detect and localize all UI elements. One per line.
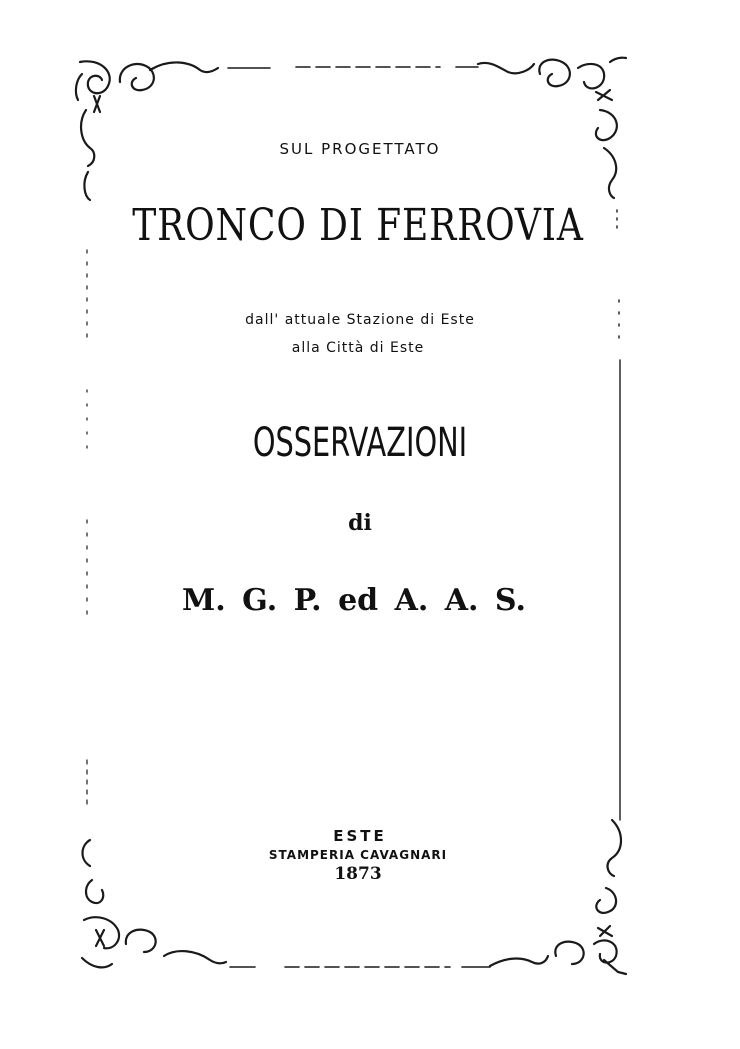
route-line-2: alla Città di Este [291, 340, 425, 356]
imprint-year: 1873 [334, 864, 382, 884]
imprint-place: ESTE [333, 827, 387, 845]
by-line: di [348, 510, 372, 536]
subheading: SUL PROGETTATO [279, 140, 441, 158]
route-line-1: dall' attuale Stazione di Este [245, 312, 475, 328]
corner-flourish-icon [76, 61, 218, 200]
top-rule [228, 67, 478, 68]
authors: M. G. P. ed A. A. S. [182, 583, 526, 618]
imprint-printer: STAMPERIA CAVAGNARI [268, 848, 448, 862]
corner-flourish-icon [478, 58, 626, 198]
section-title: OSSERVAZIONI [252, 420, 468, 466]
main-title: TRONCO DI FERROVIA [132, 200, 584, 251]
